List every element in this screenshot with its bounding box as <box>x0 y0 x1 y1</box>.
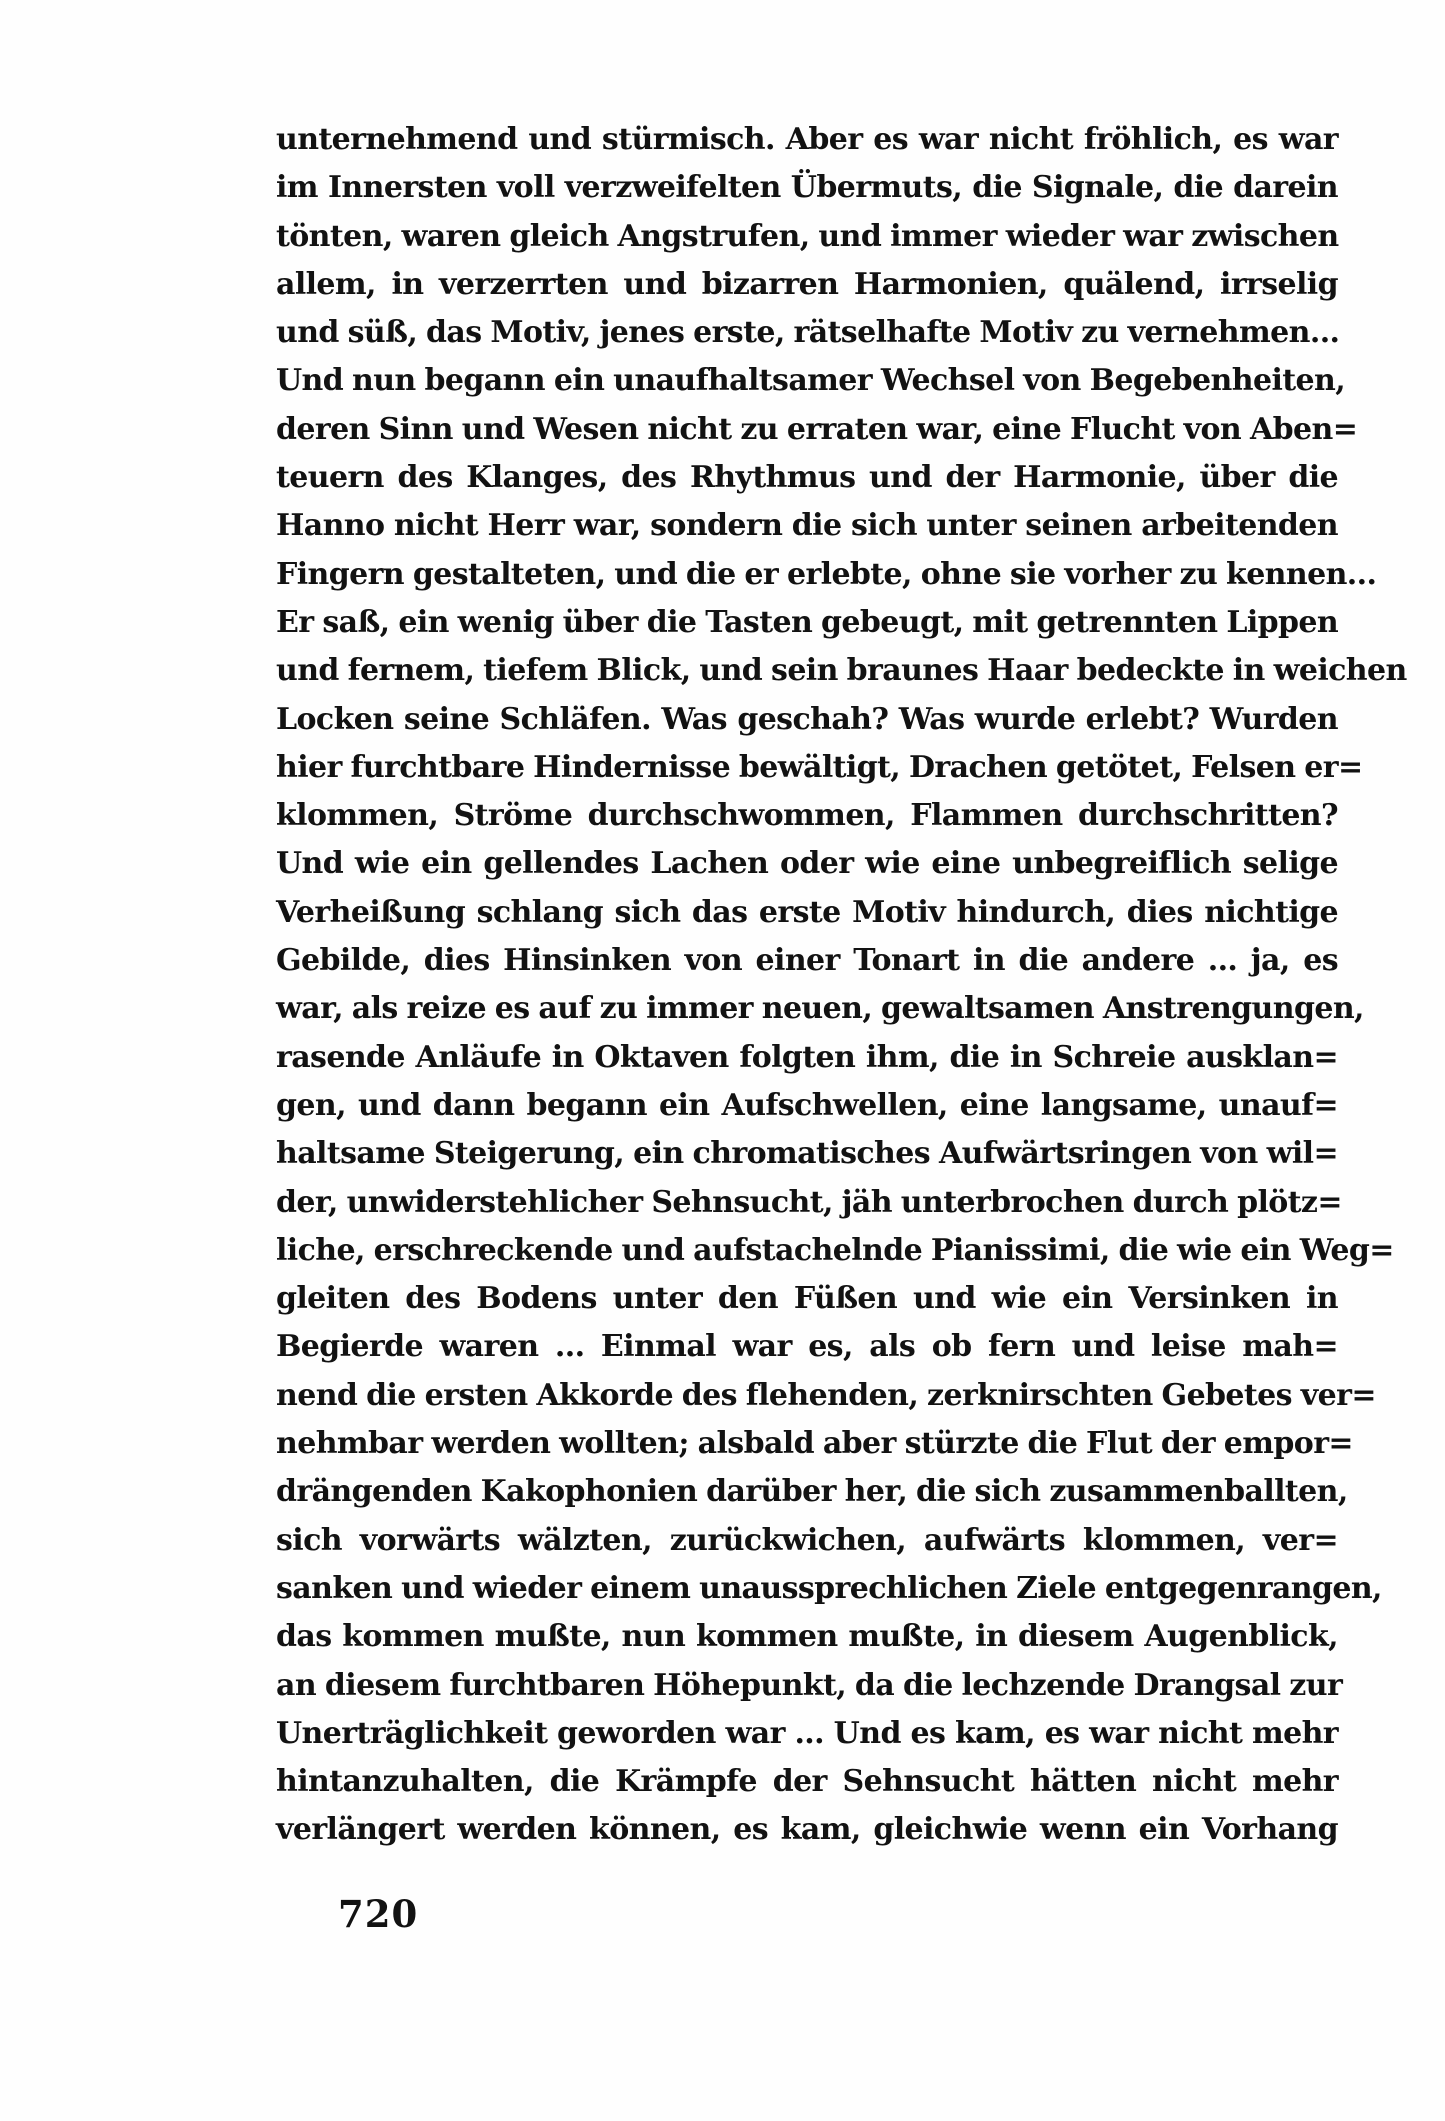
text-line: Gebilde, dies Hinsinken von einer Tonart in die andere ... ja, es <box>276 943 1338 979</box>
text-line: nehmbar werden wollten; alsbald aber stürzte die Flut der empor= <box>276 1426 1353 1462</box>
text-line: Und wie ein gellendes Lachen oder wie eine unbegreiflich selige <box>276 846 1338 882</box>
page-number: 720 <box>338 1892 419 1936</box>
text-line: Fingern gestalteten, und die er erlebte, ohne sie vorher zu kennen... <box>276 556 1377 592</box>
text-line: Begierde waren ... Einmal war es, als ob fern und leise mah= <box>276 1329 1338 1365</box>
text-line: liche, erschreckende und aufstachelnde Pianissimi, die wie ein Weg= <box>276 1232 1394 1268</box>
text-line: unternehmend und stürmisch. Aber es war nicht fröhlich, es war <box>276 122 1338 157</box>
text-line: klommen, Ströme durchschwommen, Flammen durchschritten? <box>276 798 1338 834</box>
text-line: und süß, das Motiv, jenes erste, rätselhafte Motiv zu vernehmen... <box>276 315 1340 351</box>
text-line: und fernem, tiefem Blick, und sein braunes Haar bedeckte in weichen <box>276 653 1407 689</box>
text-line: verlängert werden können, es kam, gleichwie wenn ein Vorhang <box>276 1812 1338 1848</box>
text-line: rasende Anläufe in Oktaven folgten ihm, die in Schreie ausklan= <box>276 1039 1338 1075</box>
text-line: teuern des Klanges, des Rhythmus und der Harmonie, über die <box>276 460 1338 496</box>
text-line: an diesem furchtbaren Höhepunkt, da die lechzende Drangsal zur <box>276 1667 1343 1703</box>
text-line: gen, und dann begann ein Aufschwellen, eine langsame, unauf= <box>276 1087 1338 1123</box>
text-line: Verheißung schlang sich das erste Motiv hindurch, dies nichtige <box>276 894 1338 930</box>
text-line: Unerträglichkeit geworden war ... Und es kam, es war nicht mehr <box>276 1715 1338 1751</box>
text-line: hier furchtbare Hindernisse bewältigt, Drachen getötet, Felsen er= <box>276 749 1363 785</box>
text-line: der, unwiderstehlicher Sehnsucht, jäh unterbrochen durch plötz= <box>276 1184 1342 1220</box>
text-line: Und nun begann ein unaufhaltsamer Wechsel von Begebenheiten, <box>276 363 1346 399</box>
text-line: Er saß, ein wenig über die Tasten gebeugt, mit getrennten Lippen <box>276 604 1339 640</box>
text-line: sanken und wieder einem unaussprechlichen Ziele entgegenrangen, <box>276 1570 1382 1606</box>
text-line: sich vorwärts wälzten, zurückwichen, aufwärts klommen, ver= <box>276 1522 1338 1558</box>
text-line: drängenden Kakophonien darüber her, die sich zusammenballten, <box>276 1474 1348 1510</box>
text-line: tönten, waren gleich Angstrufen, und immer wieder war zwischen <box>276 218 1339 254</box>
text-line: war, als reize es auf zu immer neuen, gewaltsamen Anstrengungen, <box>276 991 1364 1027</box>
text-line: im Innersten voll verzweifelten Übermuts, die Signale, die darein <box>276 170 1338 206</box>
text-line: deren Sinn und Wesen nicht zu erraten war, eine Flucht von Aben= <box>276 411 1358 447</box>
text-block <box>276 116 1407 1855</box>
text-line: haltsame Steigerung, ein chromatisches Aufwärtsringen von wil= <box>276 1136 1338 1172</box>
text-line: Hanno nicht Herr war, sondern die sich unter seinen arbeitenden <box>276 508 1338 544</box>
text-line: das kommen mußte, nun kommen mußte, in diesem Augenblick, <box>276 1619 1338 1655</box>
text-line: Locken seine Schläfen. Was geschah? Was wurde erlebt? Wurden <box>276 701 1338 737</box>
text-line: gleiten des Bodens unter den Füßen und wie ein Versinken in <box>276 1281 1338 1317</box>
text-line: hintanzuhalten, die Krämpfe der Sehnsucht hätten nicht mehr <box>276 1764 1338 1800</box>
text-line: allem, in verzerrten und bizarren Harmonien, quälend, irrselig <box>276 266 1338 302</box>
text-line: nend die ersten Akkorde des flehenden, zerknirschten Gebetes ver= <box>276 1377 1376 1413</box>
